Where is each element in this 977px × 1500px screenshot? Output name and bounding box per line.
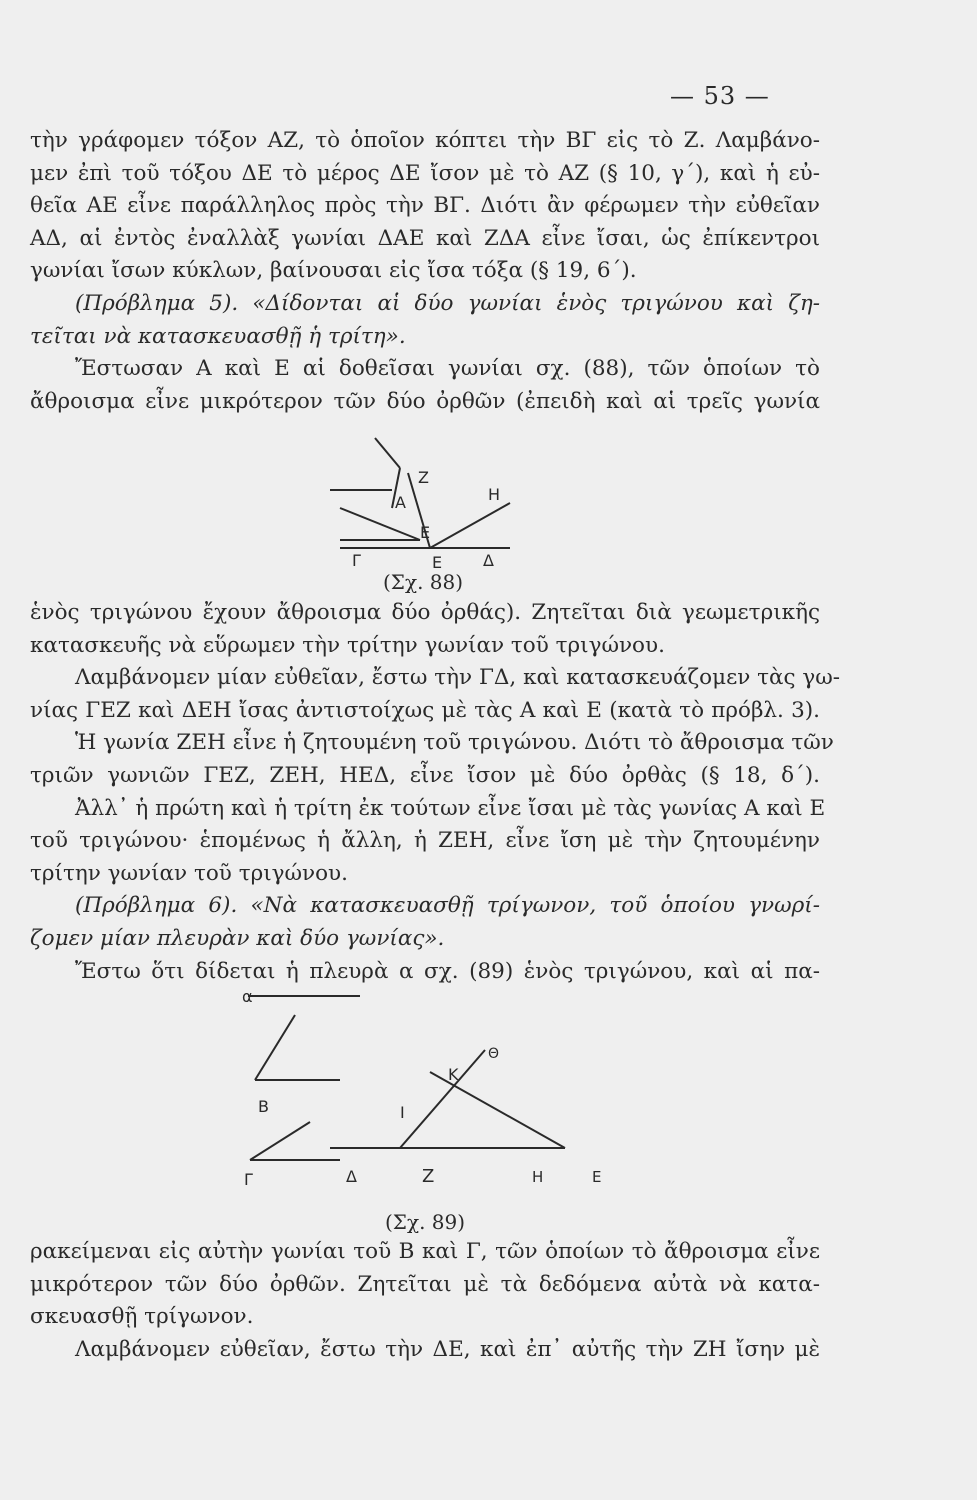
fig89-label-k: Κ	[448, 1065, 459, 1084]
fig89-label-h: Η	[532, 1168, 544, 1186]
text-block-1	[30, 125, 820, 418]
text-line: θεῖα ΑΕ εἶνε παράλληλος πρὸς τὴν ΒΓ. Διότι ἂν φέρωμεν τὴν εὐθεῖαν	[30, 193, 820, 219]
text-line: σκευασθῇ τρίγωνον.	[30, 1304, 254, 1330]
problem-5-heading: (Πρόβλημα 5). «Δίδονται αἱ δύο γωνίαι ἑνὸς τριγώνου καὶ ζη-	[75, 290, 820, 316]
figure-89-caption: (Σχ. 89)	[385, 1210, 466, 1234]
fig89-label-theta: Θ	[488, 1046, 500, 1062]
text-line: μεν ἐπὶ τοῦ τόξου ΔΕ τὸ μέρος ΔΕ ἴσον μὲ τὸ ΑΖ (§ 10, γ΄), καὶ ἡ εὐ-	[30, 160, 820, 186]
fig89-label-alpha: α	[242, 987, 253, 1006]
text-line: Ἔστω ὅτι δίδεται ἡ πλευρὰ α σχ. (89) ἑνὸς τριγώνου, καὶ αἱ πα-	[75, 958, 820, 984]
fig88-line-eh	[430, 503, 510, 548]
problem-6-heading: (Πρόβλημα 6). «Νὰ κατασκευασθῇ τρίγωνον, τοῦ ὁποίου γνωρί-	[75, 893, 820, 919]
text-line: τριῶν γωνιῶν ΓΕΖ, ΖΕΗ, ΗΕΔ, εἶνε ἴσον μὲ δύο ὀρθὰς (§ 18, δ΄).	[30, 762, 820, 788]
text-line: ἄθροισμα εἶνε μικρότερον τῶν δύο ὀρθῶν (ἐπειδὴ καὶ αἱ τρεῖς γωνία	[30, 388, 820, 414]
fig88-label-g: Γ	[352, 551, 361, 570]
text-line: Λαμβάνομεν μίαν εὐθεῖαν, ἔστω τὴν ΓΔ, καὶ κατασκευάζομεν τὰς γω-	[75, 665, 841, 691]
text-line: Ἀλλ᾽ ἡ πρώτη καὶ ἡ τρίτη ἐκ τούτων εἶνε ἴσαι μὲ τὰς γωνίας Α καὶ Ε	[75, 795, 826, 821]
text-line: τὴν γράφομεν τόξον ΑΖ, τὸ ὁποῖον κόπτει τὴν ΒΓ εἰς τὸ Ζ. Λαμβάνο-	[30, 128, 820, 153]
fig88-label-e-small: Ε	[420, 523, 431, 542]
fig89-label-d: Δ	[346, 1167, 357, 1186]
fig89-label-z: Ζ	[422, 1166, 435, 1187]
problem-5-heading-cont: τεῖται νὰ κατασκευασθῇ ἡ τρίτη».	[30, 323, 406, 349]
text-line: Ἡ γωνία ΖΕΗ εἶνε ἡ ζητουμένη τοῦ τριγώνου. Διότι τὸ ἄθροισμα τῶν	[75, 730, 834, 756]
text-line: Λαμβάνομεν εὐθεῖαν, ἔστω τὴν ΔΕ, καὶ ἐπ᾽ αὐτῆς τὴν ΖΗ ἴσην μὲ	[75, 1336, 820, 1362]
fig88-line-angle-e-upper	[340, 508, 420, 540]
text-line: ρακείμεναι εἰς αὐτὴν γωνίαι τοῦ Β καὶ Γ, τῶν ὁποίων τὸ ἄθροισμα εἶνε	[30, 1239, 820, 1264]
text-block-2	[30, 597, 841, 988]
fig89-label-i: Ι	[400, 1103, 405, 1122]
text-line: τοῦ τριγώνου· ἑπομένως ἡ ἄλλη, ἡ ΖΕΗ, εἶνε ἴση μὲ τὴν ζητουμένην	[30, 828, 820, 854]
text-block-3	[30, 1236, 820, 1366]
page-number: — 53 —	[670, 82, 770, 110]
fig88-line-angle-a-upper	[375, 438, 400, 468]
text-line: νίας ΓΕΖ καὶ ΔΕΗ ἴσας ἀντιστοίχως μὲ τὰς Α καὶ Ε (κατὰ τὸ πρόβλ. 3).	[30, 697, 820, 723]
problem-6-heading-cont: ζομεν μίαν πλευρὰν καὶ δύο γωνίας».	[30, 925, 445, 951]
fig89-line-zk	[400, 1050, 485, 1148]
fig88-label-a: Α	[395, 493, 406, 512]
text-line: ΑΔ, αἱ ἐντὸς ἐναλλὰξ γωνίαι ΔΑΕ καὶ ΖΔΑ εἶνε ἴσαι, ὡς ἐπίκεντροι	[30, 225, 820, 251]
text-line: μικρότερον τῶν δύο ὀρθῶν. Ζητεῖται μὲ τὰ δεδόμενα αὐτὰ νὰ κατα-	[30, 1271, 820, 1297]
figure-89	[220, 980, 640, 1205]
text-line: γωνίαι ἴσων κύκλων, βαίνουσαι εἰς ἴσα τόξα (§ 19, 6΄).	[30, 258, 637, 284]
text-line: τρίτην γωνίαν τοῦ τριγώνου.	[30, 860, 348, 886]
fig89-label-e: Ε	[592, 1168, 602, 1186]
fig88-label-d: Δ	[483, 551, 494, 570]
fig89-label-g: Γ	[244, 1170, 253, 1189]
text-line: κατασκευῆς νὰ εὕρωμεν τὴν τρίτην γωνίαν τοῦ τριγώνου.	[30, 632, 665, 658]
fig88-label-h: Η	[488, 485, 501, 504]
text-line: Ἔστωσαν Α καὶ Ε αἱ δοθεῖσαι γωνίαι σχ. (88), τῶν ὁποίων τὸ	[75, 356, 820, 382]
figure-88	[320, 428, 540, 578]
text-line: ἑνὸς τριγώνου ἔχουν ἄθροισμα δύο ὀρθάς). Ζητεῖται διὰ γεωμετρικῆς	[30, 600, 820, 625]
fig89-label-b: Β	[258, 1097, 269, 1116]
fig89-angle-g-arm	[250, 1122, 310, 1160]
fig89-angle-b-arm	[255, 1015, 295, 1080]
fig88-label-e: Ε	[432, 553, 443, 572]
fig88-label-z: Ζ	[418, 468, 429, 487]
figure-88-caption: (Σχ. 88)	[383, 570, 464, 594]
